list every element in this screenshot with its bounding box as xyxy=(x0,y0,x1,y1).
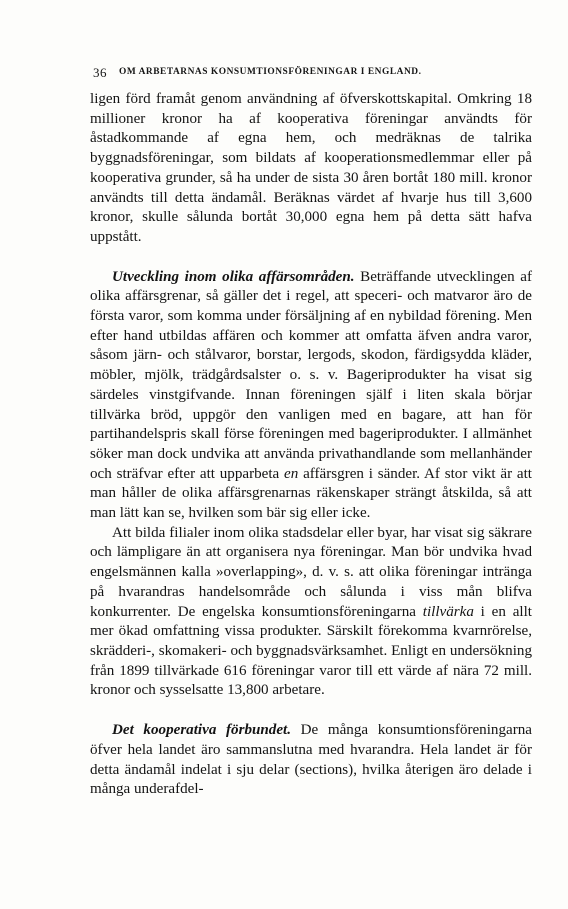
paragraph-2-text: Beträffande utvecklingen af olika affärsgrenar, så gäller det i regel, att speceri- och matvaror äro de första varor, som komma under försäljning af en nybildad förening. Men efter hand utbildas affären och kommer att omfatta äfven andra varor, såsom järn- och stålvaror, borstar, lergods, skodon, färdigsydda kläder, möbler, mjölk, trädgårdsalster o. s. v. Bageriprodukter ha visat sig särdeles vinstgifvande. Innan föreningen själf i liten skala börjar tillvärka bröd, uppgör den vanligen med en bagare, att han för partihandelspris skall förse föreningen med bageriprodukter. I allmänhet söker man dock undvika att använda privathandlande som mellanhänder och sträfvar efter att upparbeta xyxy=(90,268,532,482)
paragraph-3-text: Att bilda filialer inom olika stadsdelar eller byar, har visat sig säkrare och lämpligare än att organisera nya föreningar. Man bör undvika hvad engelsmännen kalla »overlapping», d. v. s. att olika föreningar intränga på hvarandras handelsområde och sålunda i viss mån blifva konkurrenter. De engelska konsumtionsföreningarna xyxy=(90,524,532,620)
section-heading-forbundet: Det kooperativa förbundet. xyxy=(112,722,291,739)
paragraph-3-text-after: i en allt mer ökad omfattning vissa produkter. Särskilt förekomma kvarnrörelse, skrädderi-, skomakeri- och byggnadsvärksamhet. Enligt en undersökning från 1899 tillvärkade 616 föreningar varor till ett värde af nära 72 mill. kronor och sysselsatte 13,800 arbetare. xyxy=(90,603,532,699)
running-head xyxy=(93,65,533,83)
paragraph-3 xyxy=(90,524,532,701)
paragraph-1 xyxy=(90,90,532,248)
paragraph-2 xyxy=(90,268,532,524)
paragraph-3-emphasis: tillvärka xyxy=(422,603,474,620)
paragraph-2-text-after: affärsgren i sänder. Af stor vikt är att man håller de olika affärsgrenarnas räkenskaper strängt åtskilda, så att man lätt kan se, hvilken som bär sig eller icke. xyxy=(90,465,532,522)
paragraph-4-text: De många konsumtionsföreningarna öfver hela landet äro sammanslutna med hvarandra. Hela landet är för detta ändamål indelat i sju delar (sections), hvilka återigen äro delade i många underafdel- xyxy=(90,722,532,798)
paragraph-1-text: ligen förd framåt genom användning af öfverskottskapital. Omkring 18 millioner kronor ha af kooperativa föreningar användts för åstadkommande af egna hem, och medräknas de talrika byggnadsföreningar, som bildats af kooperationsmedlemmar eller på kooperativa grunder, så ha under de sista 30 åren bortåt 180 mill. kronor användts till detta ändamål. Beräknas värdet af hvarje hus till 3,600 kronor, skulle sålunda bortåt 30,000 egna hem på detta sätt hafva uppstått. xyxy=(90,91,532,245)
paragraph-2-emphasis: en xyxy=(284,465,299,482)
paragraph-4 xyxy=(90,721,532,800)
running-head-title: OM ARBETARNAS KONSUMTIONSFÖRENINGAR I ENGLAND. xyxy=(119,67,422,77)
page-number: 36 xyxy=(93,65,107,80)
body-text xyxy=(90,90,532,800)
section-heading-affarsomraden: Utveckling inom olika affärsområden. xyxy=(112,268,355,285)
